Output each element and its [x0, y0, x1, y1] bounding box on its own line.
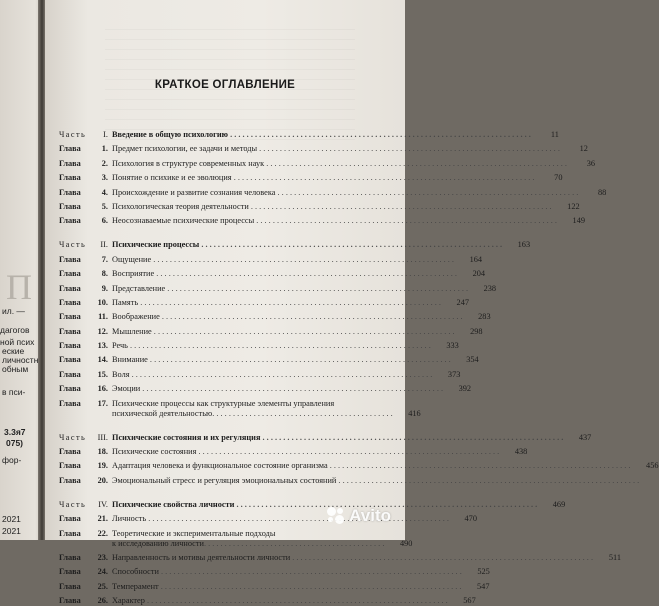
toc-title: Представление . . .	[112, 284, 468, 294]
left-page-fragment: 2021	[2, 514, 21, 524]
toc-chapter-row	[59, 312, 491, 322]
contents-page	[45, 0, 659, 606]
page-title: КРАТКОЕ ОГЛАВЛЕНИЕ	[154, 79, 296, 91]
toc-title-line: к исследованию личности	[112, 538, 204, 548]
toc-chapter-row	[59, 398, 421, 419]
toc-number: 18.	[97, 447, 108, 457]
toc-page-number: 438	[514, 447, 528, 457]
toc-page-number: 469	[552, 499, 566, 509]
left-page-fragment: ил. —	[2, 306, 25, 316]
toc-label: Глава	[59, 312, 81, 322]
toc-page-number: 416	[408, 408, 421, 418]
toc-number: 24.	[97, 567, 108, 577]
toc-title: Предмет психологии, ее задачи и методы . . .	[112, 144, 560, 154]
toc-chapter-row	[59, 187, 607, 198]
left-page-fragment: в пси-	[2, 387, 26, 397]
toc-number: 16.	[97, 384, 108, 394]
toc-title: Неосознаваемые психические процессы . . .	[112, 216, 557, 226]
toc-number: II.	[100, 240, 108, 250]
toc-number: 17.	[97, 398, 108, 408]
toc-page-number: 122	[567, 201, 580, 211]
left-page-fragment: 075)	[6, 438, 24, 448]
toc-page-number: 470	[464, 514, 477, 524]
toc-label: Глава	[59, 447, 81, 457]
toc-label: Глава	[59, 341, 81, 351]
toc-page-number: 11	[550, 130, 559, 139]
avito-watermark	[327, 506, 391, 526]
toc-number: 22.	[97, 528, 108, 538]
toc-chapter-row	[59, 567, 490, 577]
table-of-contents	[59, 130, 659, 606]
toc-leader-dots: . . . . . . . . . . . . . . . . . . . . . . . . . . . . . . . . . . . . . . . . . . . .	[212, 408, 393, 418]
toc-number: 14.	[97, 355, 108, 365]
toc-chapter-row	[59, 461, 659, 471]
toc-label: Глава	[59, 552, 81, 562]
toc-chapter-row	[59, 158, 596, 169]
toc-number: 2.	[101, 158, 108, 168]
toc-number: 15.	[97, 369, 108, 379]
toc-label: Глава	[59, 355, 81, 365]
toc-page-number: 149	[572, 216, 585, 226]
left-page-fragment: дагогов	[0, 325, 30, 335]
toc-title: Эмоции . . .	[112, 384, 443, 394]
toc-title	[112, 399, 393, 419]
toc-page-number: 164	[469, 254, 483, 264]
toc-title: Понятие о психике и ее эволюция . . .	[112, 173, 534, 183]
toc-chapter-row	[59, 581, 490, 592]
toc-number: 21.	[97, 514, 108, 524]
toc-page-number: 204	[472, 269, 486, 279]
toc-chapter-row	[59, 283, 497, 294]
toc-title	[112, 529, 384, 549]
toc-chapter-row	[59, 173, 563, 183]
toc-page-number: 247	[456, 297, 469, 307]
toc-title: Мышление . . .	[112, 327, 455, 337]
toc-chapter-row	[59, 596, 476, 606]
toc-label: Глава	[59, 269, 81, 279]
toc-title: Темперамент . . .	[112, 582, 461, 592]
toc-page-number: 567	[463, 596, 476, 606]
toc-label: Глава	[59, 514, 81, 524]
toc-page-number: 88	[598, 187, 607, 197]
toc-number: 12.	[97, 326, 108, 336]
left-page-fragment: 2021	[2, 526, 21, 536]
toc-chapter-row	[59, 341, 459, 351]
toc-title: Направленность и мотивы деятельности личности . . .	[112, 553, 593, 563]
toc-title: Способности . . .	[112, 567, 462, 577]
toc-page-number: 70	[554, 173, 563, 183]
toc-label: Глава	[59, 216, 81, 226]
left-page-fragment: ной псих	[0, 337, 35, 347]
toc-page-number: 298	[470, 326, 483, 336]
toc-title: Личность . . .	[112, 514, 449, 524]
left-page-fragment: 3.3я7	[4, 427, 26, 437]
toc-title: Восприятие . . .	[112, 269, 457, 279]
toc-title: Психические состояния и их регуляция . . .	[112, 433, 563, 443]
toc-number: 7.	[101, 254, 108, 264]
toc-title: Воля . . .	[112, 370, 432, 380]
toc-title: Психические свойства личности . . .	[112, 500, 537, 510]
toc-chapter-row	[59, 476, 377, 486]
toc-chapter-row	[59, 447, 528, 457]
toc-chapter-row	[59, 297, 469, 308]
toc-title-line: психической деятельностью	[112, 408, 213, 418]
toc-label: Глава	[59, 254, 81, 264]
toc-label: Глава	[59, 581, 81, 591]
toc-title: Характер . . .	[112, 596, 448, 606]
toc-label: Глава	[59, 461, 81, 471]
toc-title-line: Теоретические и экспериментальные подходы	[112, 528, 276, 538]
toc-label: Глава	[59, 201, 81, 211]
toc-number: 9.	[101, 283, 108, 293]
toc-label: Часть	[59, 499, 87, 509]
toc-page-number: 490	[399, 538, 413, 548]
toc-chapter-row	[59, 369, 461, 380]
toc-part-row	[59, 240, 531, 250]
toc-label: Часть	[59, 240, 87, 250]
left-page-fragment: обным	[2, 364, 29, 374]
toc-number: 10.	[97, 297, 108, 307]
toc-title: Речь . . .	[112, 341, 431, 351]
toc-label: Глава	[59, 369, 81, 379]
toc-number: 11.	[98, 312, 108, 322]
toc-chapter-row	[59, 326, 483, 337]
toc-page-number: 12	[579, 144, 588, 154]
toc-page-number: 354	[466, 355, 479, 365]
toc-label: Глава	[59, 475, 81, 485]
toc-number: 19.	[97, 461, 108, 471]
avito-dots-icon	[327, 507, 345, 525]
toc-part-row	[59, 130, 559, 140]
toc-number: 8.	[101, 269, 108, 279]
toc-title: Психические процессы . . .	[112, 240, 502, 250]
toc-number: 20.	[97, 475, 108, 485]
toc-page-number: 547	[477, 581, 490, 591]
left-page-fragment: личностн	[2, 355, 39, 365]
toc-page-number: 525	[477, 567, 490, 577]
toc-chapter-row	[59, 269, 486, 279]
toc-label: Глава	[59, 173, 81, 183]
left-page-fragment: еские	[2, 346, 25, 356]
toc-label: Глава	[59, 596, 81, 606]
toc-number: I.	[103, 130, 108, 139]
toc-page-number: 456	[646, 461, 659, 471]
left-page-fragment: фор-	[2, 455, 22, 465]
toc-title: Происхождение и развитие сознания человека . . .	[112, 188, 578, 198]
toc-title: Эмоциональный стресс и регуляция эмоциональных состояний . . .	[112, 476, 639, 486]
toc-title-line: Психические процессы как структурные элементы управления	[112, 398, 335, 408]
toc-number: IV.	[98, 499, 108, 509]
toc-page-number: 437	[578, 432, 592, 442]
toc-part-row	[59, 432, 592, 443]
toc-title: Психологическая теория деятельности . . .	[112, 202, 552, 212]
toc-label: Глава	[59, 567, 81, 577]
toc-title: Память . . .	[112, 298, 441, 308]
toc-leader-dots: . . . . . . . . . . . . . . . . . . . . . . . . . . . . . . . . . . . . . . . . . . . .	[203, 538, 385, 548]
toc-title: Адаптация человека и функциональное состояние организма . . .	[112, 461, 631, 471]
toc-label: Глава	[59, 528, 81, 538]
toc-number: 13.	[97, 341, 108, 351]
toc-title: Внимание . . .	[112, 355, 451, 365]
toc-chapter-row	[59, 201, 580, 212]
toc-title: Воображение . . .	[112, 312, 463, 322]
toc-number: 26.	[97, 596, 108, 606]
watermark-text: Avito	[349, 506, 391, 525]
toc-label: Глава	[59, 187, 81, 197]
toc-page-number: 373	[447, 369, 461, 379]
toc-number: 4.	[101, 187, 108, 197]
toc-title: Психические состояния . . .	[112, 447, 499, 457]
toc-label: Глава	[59, 326, 81, 336]
toc-page-number: 333	[446, 341, 459, 351]
toc-page-number: 392	[458, 384, 472, 394]
toc-number: 25.	[97, 581, 108, 591]
toc-label: Глава	[59, 283, 81, 293]
toc-label: Глава	[59, 158, 81, 168]
toc-page-number: 36	[586, 158, 596, 168]
toc-number: 3.	[101, 173, 108, 183]
toc-label: Глава	[59, 144, 81, 154]
toc-title: Ощущение . . .	[112, 255, 454, 265]
toc-page-number: 511	[608, 552, 622, 562]
toc-label: Глава	[59, 297, 81, 307]
toc-page-number: 163	[517, 240, 531, 250]
toc-label: Глава	[59, 384, 81, 394]
left-page-big-letter: П	[6, 267, 32, 307]
toc-chapter-row	[59, 384, 472, 394]
toc-number: 5.	[101, 201, 108, 211]
toc-number: 1.	[101, 144, 108, 154]
toc-label: Глава	[59, 398, 81, 408]
toc-chapter-row	[59, 254, 483, 265]
toc-label: Часть	[59, 432, 87, 442]
toc-label: Часть	[59, 130, 87, 139]
toc-page-number: 238	[483, 283, 497, 293]
toc-chapter-row	[59, 144, 588, 154]
toc-page-number: 283	[478, 312, 491, 322]
toc-chapter-row	[59, 216, 585, 226]
toc-title: Введение в общую психологию . . .	[112, 130, 531, 140]
toc-number: 23.	[97, 552, 108, 562]
toc-number: III.	[97, 432, 108, 442]
toc-chapter-row	[59, 552, 622, 563]
toc-chapter-row	[59, 528, 413, 549]
toc-chapter-row	[59, 355, 479, 365]
toc-title: Психология в структуре современных наук . . .	[112, 159, 567, 169]
toc-number: 6.	[101, 216, 108, 226]
